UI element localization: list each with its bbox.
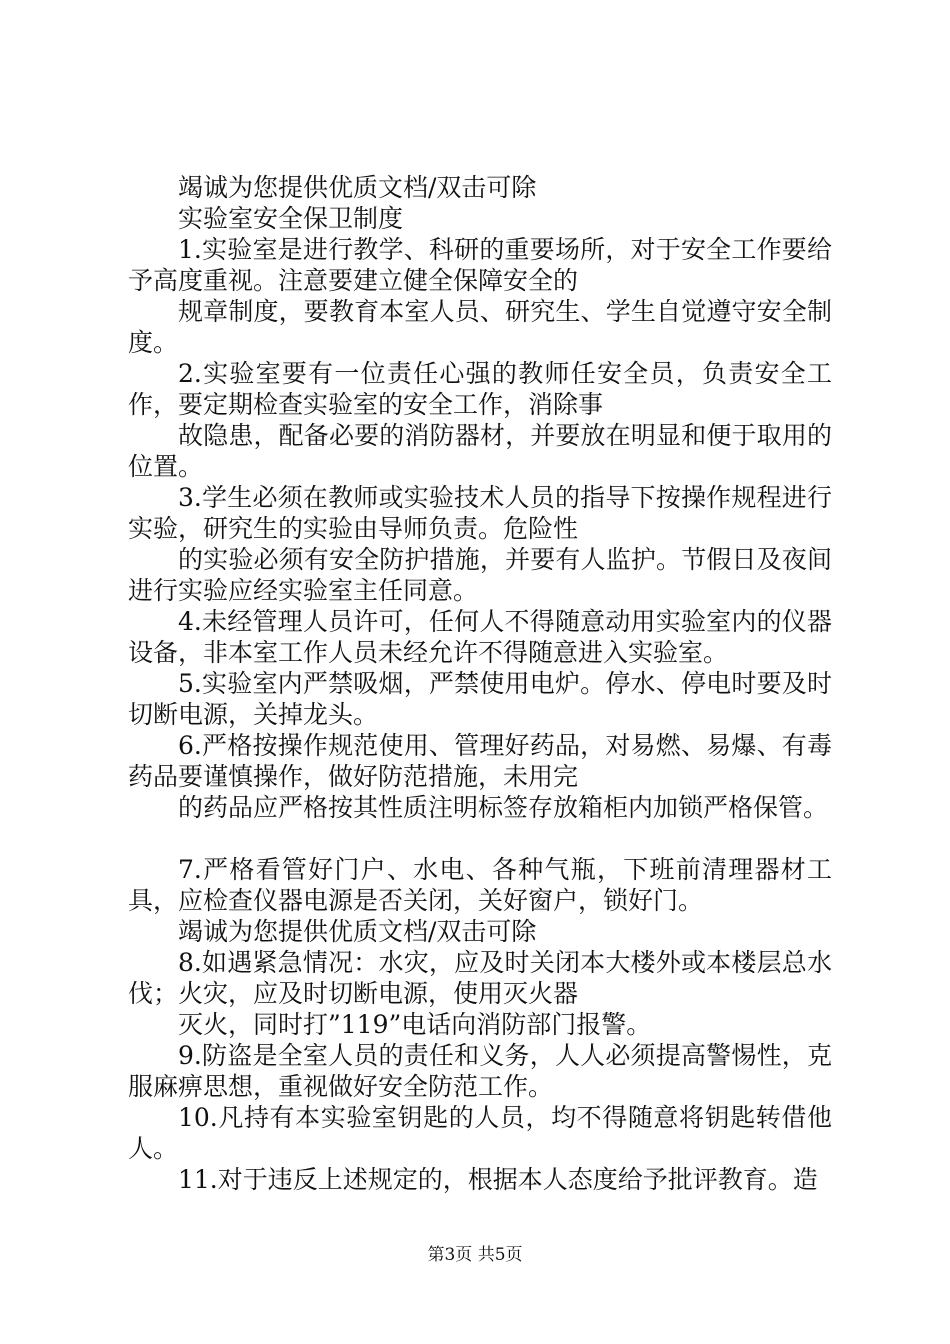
- paragraph-2b: 故隐患，配备必要的消防器材，并要放在明显和便于取用的位置。: [128, 421, 832, 481]
- document-body: [128, 172, 832, 1195]
- paragraph-3b: 的实验必须有安全防护措施，并要有人监护。节假日及夜间进行实验应经实验室主任同意。: [128, 545, 832, 605]
- paragraph-6b: 的药品应严格按其性质注明标签存放箱柜内加锁严格保管。: [178, 793, 829, 822]
- paragraph-3a: 3.学生必须在教师或实验技术人员的指导下按操作规程进行实验，研究生的实验由导师负责。危险性: [128, 483, 832, 543]
- paragraph-8a: 8.如遇紧急情况：水灾，应及时关闭本大楼外或本楼层总水伐；火灾，应及时切断电源，使用灭火器: [128, 948, 832, 1008]
- paragraph-7: 7.严格看管好门户、水电、各种气瓶，下班前清理器材工具，应检查仪器电源是否关闭，关好窗户，锁好门。: [128, 855, 832, 915]
- repeat-header-note: 竭诚为您提供优质文档/双击可除: [178, 917, 537, 946]
- paragraph-1b: 规章制度，要教育本室人员、研究生、学生自觉遵守安全制度。: [128, 297, 832, 357]
- paragraph-9: 9.防盗是全室人员的责任和义务，人人必须提高警惕性，克服麻痹思想，重视做好安全防范工作。: [128, 1041, 832, 1101]
- paragraph-4: 4.未经管理人员许可，任何人不得随意动用实验室内的仪器设备，非本室工作人员未经允许不得随意进入实验室。: [128, 607, 832, 667]
- paragraph-6a: 6.严格按操作规范使用、管理好药品，对易燃、易爆、有毒药品要谨慎操作，做好防范措施，未用完: [128, 731, 832, 791]
- document-title: 实验室安全保卫制度: [178, 204, 404, 233]
- paragraph-2a: 2.实验室要有一位责任心强的教师任安全员，负责安全工作，要定期检查实验室的安全工作，消除事: [128, 359, 832, 419]
- paragraph-11: 11.对于违反上述规定的，根据本人态度给予批评教育。造: [178, 1165, 818, 1194]
- paragraph-8b: 灭火，同时打”119”电话向消防部门报警。: [178, 1010, 652, 1039]
- page-number-footer: 第3页 共5页: [427, 1245, 523, 1265]
- paragraph-1a: 1.实验室是进行教学、科研的重要场所，对于安全工作要给予高度重视。注意要建立健全保障安全的: [128, 235, 832, 295]
- header-note: 竭诚为您提供优质文档/双击可除: [178, 173, 537, 202]
- paragraph-5: 5.实验室内严禁吸烟，严禁使用电炉。停水、停电时要及时切断电源，关掉龙头。: [128, 669, 832, 729]
- paragraph-10: 10.凡持有本实验室钥匙的人员，均不得随意将钥匙转借他人。: [128, 1103, 832, 1163]
